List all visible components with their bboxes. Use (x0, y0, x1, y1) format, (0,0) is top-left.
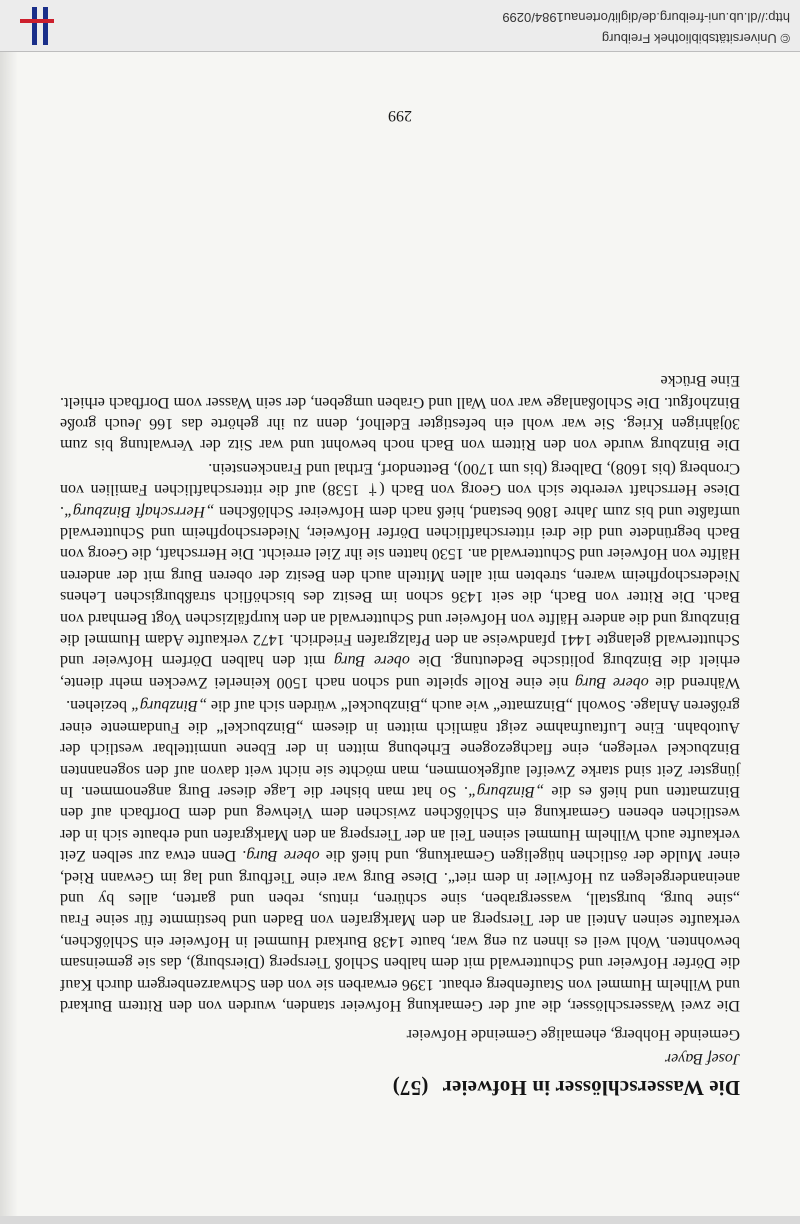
body-paragraph: Die Binzburg wurde von den Rittern von Bach noch bewohnt und war Sitz der Verwaltung bis zum 30jährigen Krieg. Sie war wohl ein befestigter Edelhof, denn zu ihr gehörte das 166 Jeuch große Binzhofgut. Die Schloßanlage war von Wall und Graben umgeben, der sein Wasser vom Dorfbach erhielt. Eine Brücke (60, 372, 740, 454)
logo-crossbar (20, 19, 54, 23)
article-number: (57) (392, 1076, 429, 1100)
logo-bar-left (43, 7, 48, 45)
logo-bar-right (32, 7, 37, 45)
article-title (60, 1075, 740, 1100)
scanned-page (0, 51, 800, 1216)
source-url-link[interactable]: http://dl.ub.uni-freiburg.de/diglit/ortenau1984/0299 (502, 10, 790, 25)
article-title-text: Die Wasserschlösser in Hofweier (442, 1076, 740, 1100)
article-body (60, 370, 740, 1016)
article-location: Gemeinde Hohberg, ehemalige Gemeinde Hofweier (406, 1026, 740, 1043)
article-header (60, 1025, 740, 1100)
page-number: 299 (388, 107, 412, 124)
article-author: Josef Bayer (664, 1050, 740, 1067)
body-paragraph: Die zwei Wasserschlösser, die auf der Gemarkung Hofweier standen, wurden von den Rittern Burkard und Wilhelm Hummel von Staufenberg erbaut. 1396 erwarben sie von den Schwarzenbergern durch Kauf die Dörfer Hofweier und Schutterwald mit dem halben Schloß Tiersperg (Diersburg), das sie gemeinsam bewohnten. Wohl weil es ihnen zu eng war, baute 1438 Burkard Hummel in Hofweier ein Schlößchen, verkaufte seinen Anteil an der Tiersperg an den Markgrafen von Baden und bestimmte für seine Frau „sine burg, burgstall, wassergraben, sine schüren, rintus, reben und garten, alles by und aneinandergelegen zu Hofwiler in dem riet“. Diese Burg war eine Tiefburg und lag im Gewann Ried, einer Mulde der östlichen hügeligen Gemarkung, und hieß die obere Burg. Denn etwa zur selben Zeit verkaufte auch Wilhelm Hummel seinen Teil an der Tiersperg an den Markgrafen und erbaute sich in der westlichen ebenen Gemarkung ein Schlößchen zwischen dem Viehweg und dem Dorfbach auf den Binzmatten und hieß es die „Binzburg“. So hat man bisher die Lage dieser Burg angenommen. In jüngster Zeit sind starke Zweifel aufgekommen, man möchte sie nicht weit davon auf den sogenannten Binzbuckel verlegen, eine flachgezogene Erhebung mitten in der Ebene unmittelbar westlich der Autobahn. Eine Luftaufnahme zeigt nämlich mitten in diesem „Binzbuckel“ die Fundamente einer größeren Anlage. Sowohl „Binzmatte“ wie auch „Binzbuckel“ würden sich auf die „Binzburg“ beziehen. (60, 697, 740, 1014)
page-edge-shadow (0, 51, 18, 1216)
copyright-notice: © Universitätsbibliothek Freiburg (601, 31, 790, 46)
ub-freiburg-logo-icon (20, 5, 54, 45)
body-paragraph: Während die obere Burg nie eine Rolle spielte und schon nach 1500 keinerlei Zwecken mehr diente, erhielt die Binzburg politische Bedeutung. Die obere Burg mit den halben Dörfern Hofweier und Schutterwald gelangte 1441 pfandweise an den Pfalzgrafen Friedrich. 1472 verkaufte Adam Hummel die Binzburg und die andere Hälfte von Hofweier und Schutterwald an den kurpfälzischen Vogt Bernhard von Bach. Die Ritter von Bach, die seit 1436 schon im Besitz des bischöflich straßburgischen Lehens Niederschopfheim waren, strebten mit allen Mitteln auch den Besitz der oberen Burg mit der anderen Hälfte von Hofweier und Schutterwald an. 1530 hatten sie ihr Ziel erreicht. Die Herrschaft, die Georg von Bach begründete und die drei ritterschaftlichen Dörfer Hofweier, Niederschopfheim und Schutterwald umfaßte und bis zum Jahre 1806 bestand, hieß nach dem Hofweirer Schlößchen „Herrschaft Binzburg“. Diese Herrschaft vererbte sich von Georg von Bach († 1538) auf die ritterschaftlichen Familien von Cronberg (bis 1608), Dalberg (bis um 1700), Bettendorf, Erthal und Franckenstein. (59, 459, 740, 691)
library-footer (0, 0, 800, 52)
